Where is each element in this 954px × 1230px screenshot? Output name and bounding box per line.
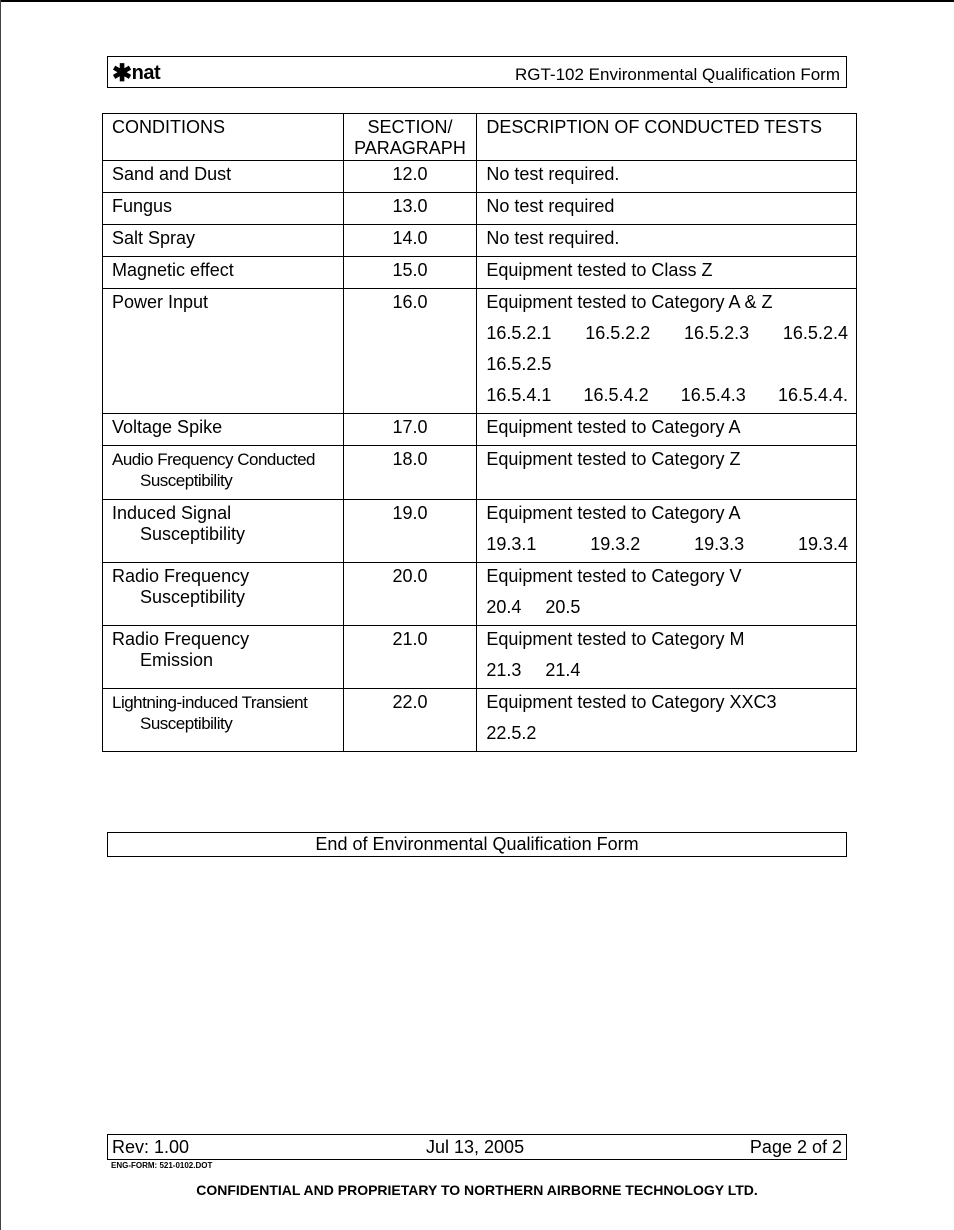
paragraph-ref: 21.4 [545,660,581,680]
paragraph-ref: 16.5.4.2 [583,385,649,405]
section-cell: 19.0 [343,500,477,563]
condition-cell: Lightning-induced Transient Susceptibility [103,689,344,752]
table-row [103,446,857,500]
condition-cell: Voltage Spike [103,414,344,446]
description-cell [477,563,857,626]
description-text: Equipment tested to Category M [486,629,745,649]
description-cell [477,414,857,446]
description-text: Equipment tested to Category Z [486,449,741,469]
section-cell: 20.0 [343,563,477,626]
condition-cell: Fungus [103,193,344,225]
page-number: Page 2 of 2 [749,1137,842,1157]
table-row [103,414,857,446]
table-row [103,626,857,689]
condition-cell: Audio Frequency Conducted Susceptibility [103,446,344,500]
description-cell [477,446,857,500]
condition-cell: Radio Frequency Susceptibility [103,563,344,626]
end-of-form-note: End of Environmental Qualification Form [107,832,847,857]
revision: Rev: 1.00 [112,1137,190,1157]
description-text: Equipment tested to Class Z [486,260,713,280]
page-footer [107,1134,847,1160]
paragraph-ref: 16.5.4.1 [486,385,552,405]
table-row [103,689,857,752]
description-text: No test required [486,196,615,216]
condition-cell: Magnetic effect [103,257,344,289]
paragraph-ref: 16.5.4.3 [680,385,746,405]
paragraph-ref: 16.5.2.3 [684,323,750,343]
description-text: No test required. [486,228,620,248]
description-text: Equipment tested to Category A [486,503,741,523]
section-cell: 16.0 [343,289,477,414]
paragraph-ref: 19.3.1 [486,534,537,554]
header-section: SECTION/ PARAGRAPH [343,114,477,161]
table-row [103,563,857,626]
table-row [103,225,857,257]
description-cell [477,161,857,193]
description-cell [477,225,857,257]
form-title: RGT-102 Environmental Qualification Form [514,65,840,84]
condition-cell: Power Input [103,289,344,414]
paragraph-ref: 19.3.3 [694,534,745,554]
section-cell: 12.0 [343,161,477,193]
left-border [0,0,1,1230]
description-cell [477,689,857,752]
paragraph-ref: 16.5.2.4 [782,323,848,343]
description-cell [477,193,857,225]
top-border [0,0,954,2]
description-text: Equipment tested to Category V [486,566,742,586]
page-header [107,56,847,88]
table-row [103,500,857,563]
paragraph-ref: 16.5.2.1 [486,323,552,343]
table-row [103,193,857,225]
table-row [103,161,857,193]
description-cell [477,257,857,289]
section-cell: 14.0 [343,225,477,257]
description-cell [477,626,857,689]
section-cell: 21.0 [343,626,477,689]
paragraph-ref: 20.5 [545,597,581,617]
footer-date: Jul 13, 2005 [426,1137,525,1157]
paragraph-ref: 19.3.2 [590,534,641,554]
condition-cell: Radio Frequency Emission [103,626,344,689]
qualification-table [102,113,857,752]
confidential-notice: CONFIDENTIAL AND PROPRIETARY TO NORTHERN AIRBORNE TECHNOLOGY LTD. [196,1182,758,1198]
description-text: No test required. [486,164,620,184]
table-row [103,257,857,289]
header-conditions: CONDITIONS [103,114,344,161]
condition-cell: Sand and Dust [103,161,344,193]
description-text: Equipment tested to Category A & Z [486,292,773,312]
logo-text: nat [131,62,161,84]
eng-form-id: ENG-FORM: 521-0102.DOT [111,1161,213,1170]
description-text: Equipment tested to Category A [486,417,741,437]
paragraph-ref: 16.5.2.2 [585,323,651,343]
section-cell: 17.0 [343,414,477,446]
section-cell: 18.0 [343,446,477,500]
paragraph-ref: 16.5.4.4. [777,385,848,405]
condition-cell: Induced Signal Susceptibility [103,500,344,563]
description-text: 16.5.2.5 [486,354,552,374]
description-cell [477,289,857,414]
description-text: Equipment tested to Category XXC3 [486,692,777,712]
table-row [103,289,857,414]
paragraph-ref: 20.4 [486,597,522,617]
paragraph-ref: 21.3 [486,660,522,680]
condition-cell: Salt Spray [103,225,344,257]
paragraph-ref: 19.3.4 [797,534,848,554]
header-description: DESCRIPTION OF CONDUCTED TESTS [477,114,857,161]
section-cell: 15.0 [343,257,477,289]
nat-star-icon: ✱ [112,60,132,87]
section-cell: 13.0 [343,193,477,225]
table-header-row [103,114,857,161]
section-cell: 22.0 [343,689,477,752]
description-text: 22.5.2 [486,723,537,743]
company-logo [112,59,160,88]
description-cell [477,500,857,563]
